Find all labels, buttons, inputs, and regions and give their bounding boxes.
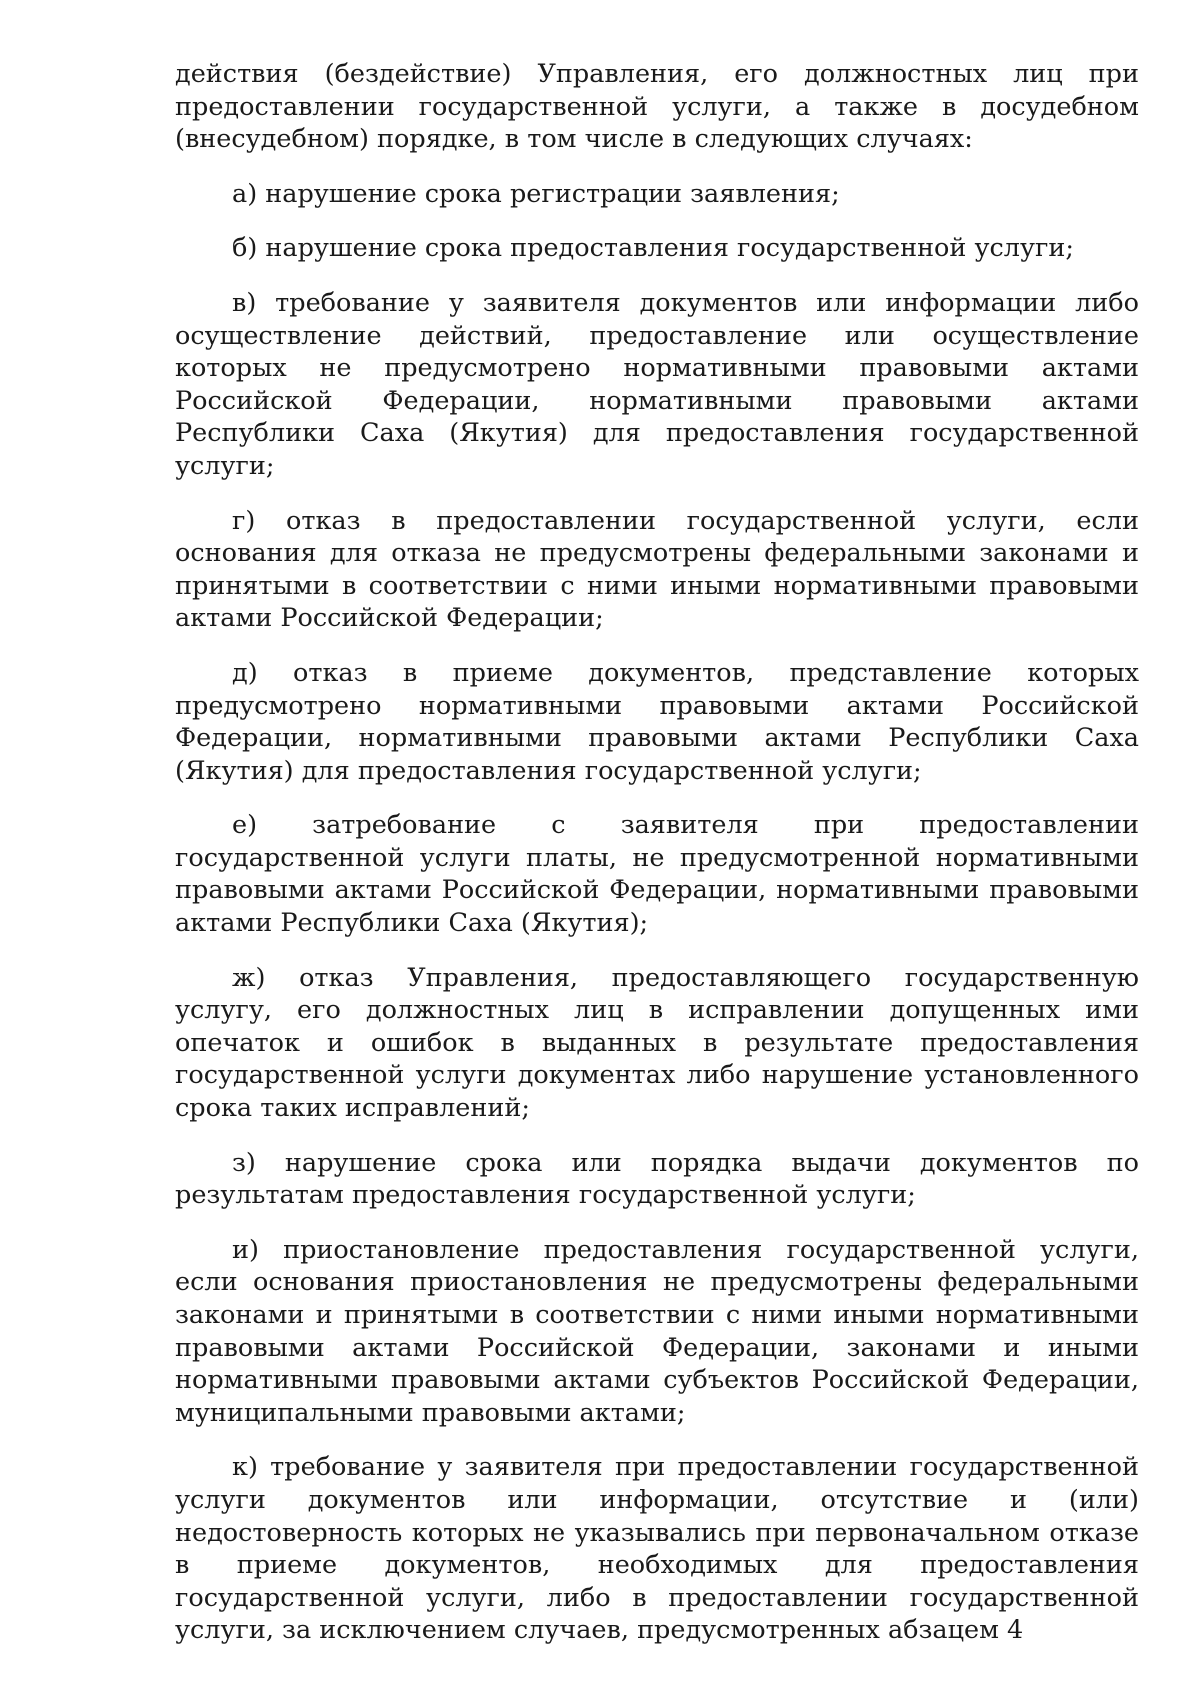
paragraph-item-d: д) отказ в приеме документов, представление которых предусмотрено нормативными правовыми актами Российской Федерации, нормативными правовыми актами Республики Саха (Якутия) для предоставления государственной услуги; [175, 657, 1139, 786]
paragraph-item-zh: ж) отказ Управления, предоставляющего государственную услугу, его должностных лиц в исправлении допущенных ими опечаток и ошибок в выданных в результате предоставления государственной услуги документах либо нарушение установленного срока таких исправлений; [175, 962, 1139, 1124]
paragraph-item-z: з) нарушение срока или порядка выдачи документов по результатам предоставления государственной услуги; [175, 1147, 1139, 1211]
paragraph-item-i: и) приостановление предоставления государственной услуги, если основания приостановления не предусмотрены федеральными законами и принятыми в соответствии с ними иными нормативными правовыми актами Российской Федерации, законами и иными нормативными правовыми актами субъектов Российской Федерации, муниципальными правовыми актами; [175, 1234, 1139, 1428]
document-page [175, 58, 1139, 1647]
paragraph-item-a: а) нарушение срока регистрации заявления; [232, 178, 840, 209]
paragraph-intro: действия (бездействие) Управления, его должностных лиц при предоставлении государственной услуги, а также в досудебном (внесудебном) порядке, в том числе в следующих случаях: [175, 59, 1139, 155]
paragraph-item-b: б) нарушение срока предоставления государственной услуги; [232, 233, 1074, 264]
paragraph-item-g: г) отказ в предоставлении государственной услуги, если основания для отказа не предусмотрены федеральными законами и принятыми в соответствии с ними иными нормативными правовыми актами Российской Федерации; [175, 505, 1139, 634]
paragraph-item-e: е) затребование с заявителя при предоставлении государственной услуги платы, не предусмотренной нормативными правовыми актами Российской Федерации, нормативными правовыми актами Республики Саха (Якутия); [175, 810, 1139, 939]
paragraph-item-k: к) требование у заявителя при предоставлении государственной услуги документов или информации, отсутствие и (или) недостоверность которых не указывались при первоначальном отказе в приеме документов, необходимых для предоставления государственной услуги, либо в предоставлении государственной услуги, за исключением случаев, предусмотренных абзацем 4 [175, 1452, 1139, 1646]
paragraph-item-v: в) требование у заявителя документов или информации либо осуществление действий, предоставление или осуществление которых не предусмотрено нормативными правовыми актами Российской Федерации, нормативными правовыми актами Республики Саха (Якутия) для предоставления государственной услуги; [175, 287, 1139, 481]
